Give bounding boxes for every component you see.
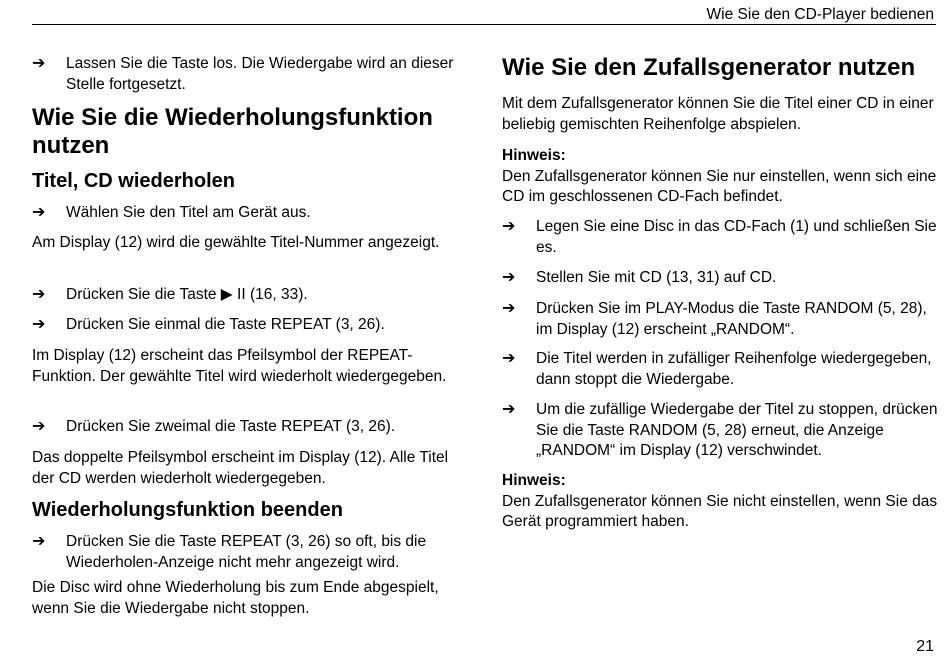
bullet-text: Um die zufällige Wiedergabe der Titel zu stoppen, drücken Sie die Taste RANDOM (5, 28) erneut, die Anzeige „RANDOM“ im Display (12) verschwindet. xyxy=(536,401,938,459)
arrow-right-icon: ➔ xyxy=(502,401,516,418)
subheading-title-cd xyxy=(32,169,462,193)
arrow-right-icon: ➔ xyxy=(32,204,46,221)
bullet-text: Drücken Sie im PLAY-Modus die Taste RANDOM (5, 28), im Display (12) erscheint „RANDOM“. xyxy=(536,300,927,338)
note-label: Hinweis: xyxy=(502,472,566,489)
page-number: 21 xyxy=(916,638,934,655)
subheading-title-cd-text: Titel, CD wiederholen xyxy=(32,170,235,192)
bullet-item xyxy=(502,349,938,390)
bullet-item xyxy=(502,268,938,289)
arrow-right-icon: ➔ xyxy=(32,533,46,550)
section-heading-repeat xyxy=(32,104,472,160)
arrow-right-icon: ➔ xyxy=(32,286,46,303)
bullet-item xyxy=(32,54,462,95)
bullet-item xyxy=(32,417,462,438)
arrow-right-icon: ➔ xyxy=(502,300,516,317)
bullet-item xyxy=(502,217,938,258)
note-block xyxy=(502,146,938,208)
bullet-text: Drücken Sie zweimal die Taste REPEAT (3, 26). xyxy=(66,418,396,435)
bullet-text: Drücken Sie einmal die Taste REPEAT (3, 26). xyxy=(66,316,385,333)
paragraph-text: Die Disc wird ohne Wiederholung bis zum Ende abgespielt, wenn Sie die Wiedergabe nicht stoppen. xyxy=(32,579,439,617)
note-text: Den Zufallsgenerator können Sie nicht einstellen, wenn Sie das Gerät programmiert haben. xyxy=(502,492,938,530)
arrow-right-icon: ➔ xyxy=(32,418,46,435)
bullet-item xyxy=(32,203,462,224)
arrow-right-icon: ➔ xyxy=(502,218,516,235)
bullet-text: Drücken Sie die Taste REPEAT (3, 26) so oft, bis die Wiederholen-Anzeige nicht mehr angezeigt wird. xyxy=(66,533,427,571)
bullet-item xyxy=(502,299,938,340)
bullet-text: Drücken Sie die Taste ▶ II (16, 33). xyxy=(66,286,308,303)
section-heading-random xyxy=(502,54,938,82)
paragraph-text: Mit dem Zufallsgenerator können Sie die Titel einer CD in einer beliebig gemischten Reihenfolge abspielen. xyxy=(502,95,934,133)
bullet-text: Stellen Sie mit CD (13, 31) auf CD. xyxy=(536,269,777,286)
note-block xyxy=(502,471,938,533)
bullet-item xyxy=(32,285,462,306)
paragraph xyxy=(32,578,462,619)
bullet-text: Die Titel werden in zufälliger Reihenfolge wiedergegeben, dann stoppt die Wiedergabe. xyxy=(536,350,932,388)
running-header xyxy=(32,0,936,25)
bullet-item xyxy=(32,315,462,336)
paragraph xyxy=(502,94,938,135)
note-label: Hinweis: xyxy=(502,147,566,164)
heading-repeat-function: Wie Sie die Wiederholungsfunktion nutzen xyxy=(32,104,433,159)
arrow-right-icon: ➔ xyxy=(32,55,46,72)
paragraph xyxy=(32,346,462,387)
bullet-item xyxy=(502,400,938,462)
running-header-title: Wie Sie den CD-Player bedienen xyxy=(706,6,934,23)
paragraph-text: Das doppelte Pfeilsymbol erscheint im Display (12). Alle Titel der CD werden wiederholt wiedergegeben. xyxy=(32,449,449,487)
bullet-text: Legen Sie eine Disc in das CD-Fach (1) und schließen Sie es. xyxy=(536,218,937,256)
note-text: Den Zufallsgenerator können Sie nur einstellen, wenn sich eine CD im geschlossenen CD-Fach befindet. xyxy=(502,167,937,205)
subheading-end-repeat xyxy=(32,498,462,522)
paragraph-text: Am Display (12) wird die gewählte Titel-Nummer angezeigt. xyxy=(32,234,440,251)
paragraph-text: Im Display (12) erscheint das Pfeilsymbol der REPEAT-Funktion. Der gewählte Titel wird wiederholt wiedergegeben. xyxy=(32,347,447,385)
bullet-item xyxy=(32,532,462,573)
subheading-end-repeat-text: Wiederholungsfunktion beenden xyxy=(32,499,343,521)
arrow-right-icon: ➔ xyxy=(502,269,516,286)
bullet-text: Lassen Sie die Taste los. Die Wiedergabe wird an dieser Stelle fortgesetzt. xyxy=(66,55,454,93)
arrow-right-icon: ➔ xyxy=(502,350,516,367)
arrow-right-icon: ➔ xyxy=(32,316,46,333)
bullet-text: Wählen Sie den Titel am Gerät aus. xyxy=(66,204,311,221)
heading-random-generator: Wie Sie den Zufallsgenerator nutzen xyxy=(502,54,916,81)
paragraph xyxy=(32,448,462,489)
paragraph xyxy=(32,233,462,254)
